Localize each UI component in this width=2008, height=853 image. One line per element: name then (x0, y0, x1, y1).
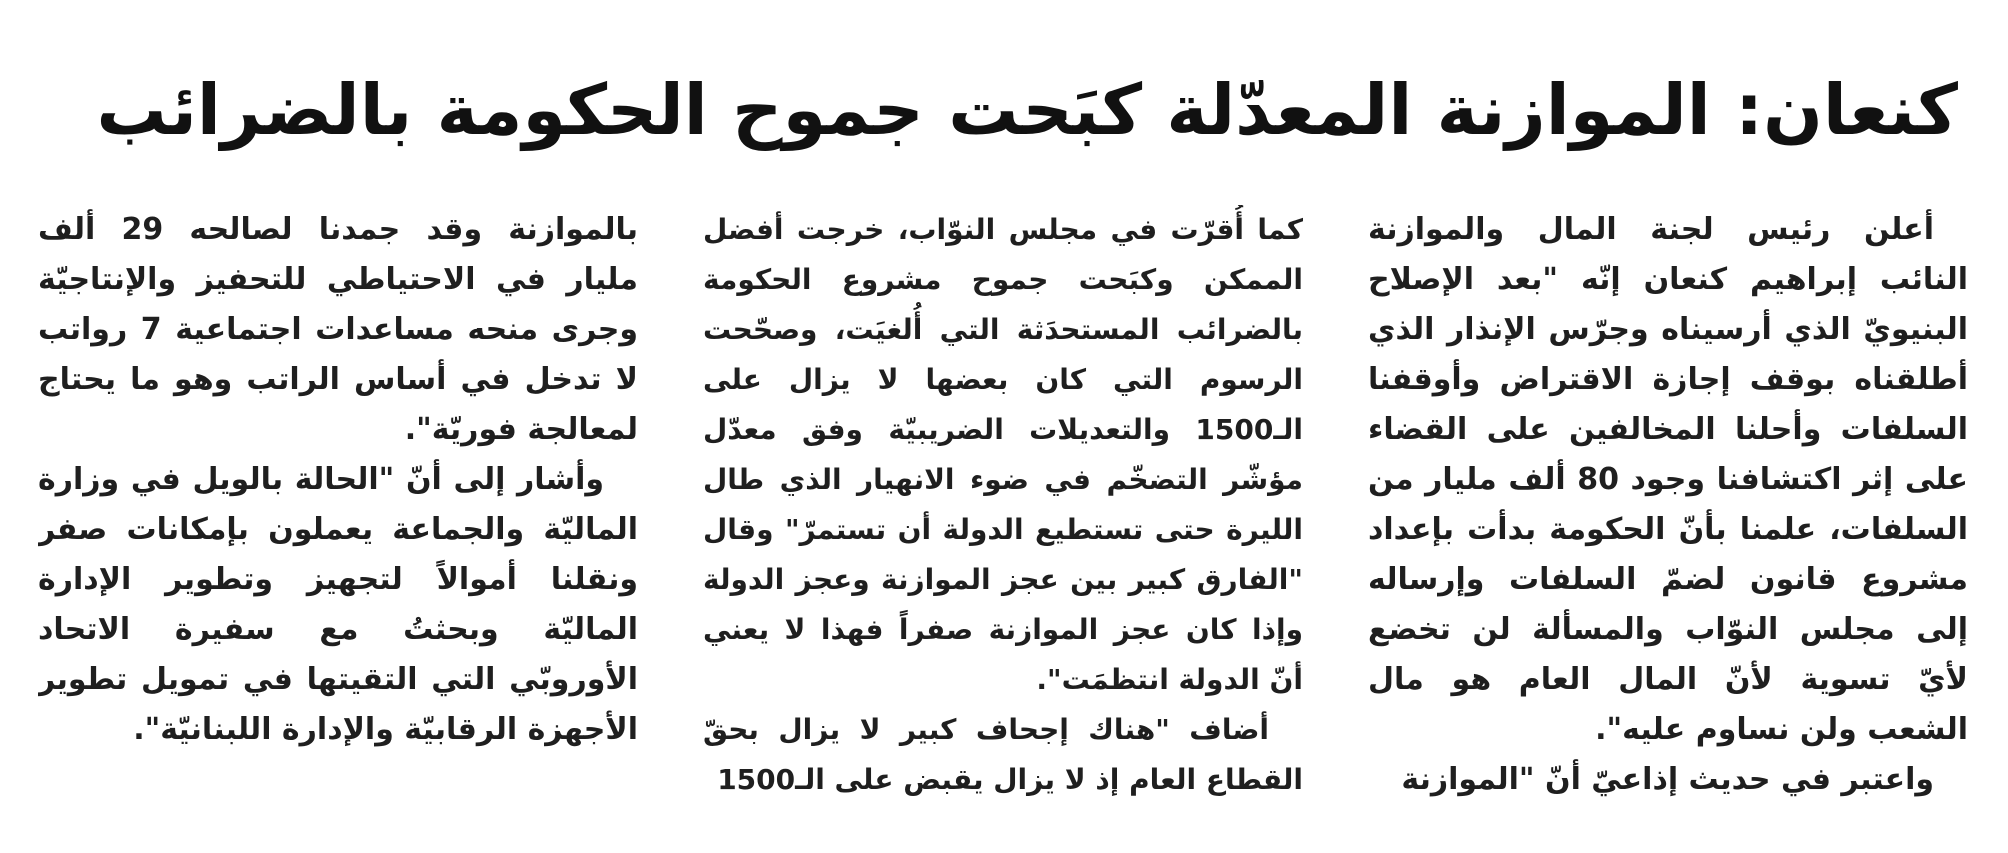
article-column-3 (38, 205, 638, 805)
article-body (40, 205, 1968, 815)
article-headline: كنعان: الموازنة المعدّلة كبَحت جموح الحكومة بالضرائب (96, 69, 1958, 151)
article-column-2 (703, 205, 1303, 805)
article-paragraph: بالموازنة وقد جمدنا لصالحه 29 ألف مليار في الاحتياطي للتحفيز والإنتاجيّة وجرى منحه مساعدات اجتماعية 7 رواتب لا تدخل في أساس الراتب وهو ما يحتاج لمعالجة فوريّة". (38, 212, 638, 447)
article-paragraph: أضاف "هناك إجحاف كبير لا يزال بحقّ القطاع العام إذ لا يزال يقبض على الـ1500 (703, 713, 1303, 796)
article-paragraph: وأشار إلى أنّ "الحالة بالويل في وزارة الماليّة والجماعة يعملون بإمكانات صفر ونقلنا أموالاً لتجهيز وتطوير الإدارة الماليّة وبحثتُ مع سفيرة الاتحاد الأوروبّي التي التقيتها في تمويل تطوير الأجهزة الرقابيّة والإدارة اللبنانيّة". (38, 462, 638, 747)
article-paragraph: أعلن رئيس لجنة المال والموازنة النائب إبراهيم كنعان إنّه "بعد الإصلاح البنيويّ الذي أرسيناه وجرّس الإنذار الذي أطلقناه بوقف إجازة الاقتراض وأوقفنا السلفات وأحلنا المخالفين على القضاء على إثر اكتشافنا وجود 80 ألف مليار من السلفات، علمنا بأنّ الحكومة بدأت بإعداد مشروع قانون لضمّ السلفات وإرساله إلى مجلس النوّاب والمسألة لن تخضع لأيّ تسوية لأنّ المال العام هو مال الشعب ولن نساوم عليه". (1368, 212, 1968, 747)
article-paragraph: واعتبر في حديث إذاعيّ أنّ "الموازنة (1401, 762, 1934, 797)
article-paragraph: كما أُقرّت في مجلس النوّاب، خرجت أفضل الممكن وكبَحت جموح مشروع الحكومة بالضرائب المستحدَثة التي أُلغيَت، وصحّحت الرسوم التي كان بعضها لا يزال على الـ1500 والتعديلات الضريبيّة وفق معدّل مؤشّر التضخّم في ضوء الانهيار الذي طال الليرة حتى تستطيع الدولة أن تستمرّ" وقال "الفارق كبير بين عجز الموازنة وعجز الدولة وإذا كان عجز الموازنة صفراً فهذا لا يعني أنّ الدولة انتظمَت". (703, 213, 1303, 696)
article-column-1 (1368, 205, 1968, 805)
